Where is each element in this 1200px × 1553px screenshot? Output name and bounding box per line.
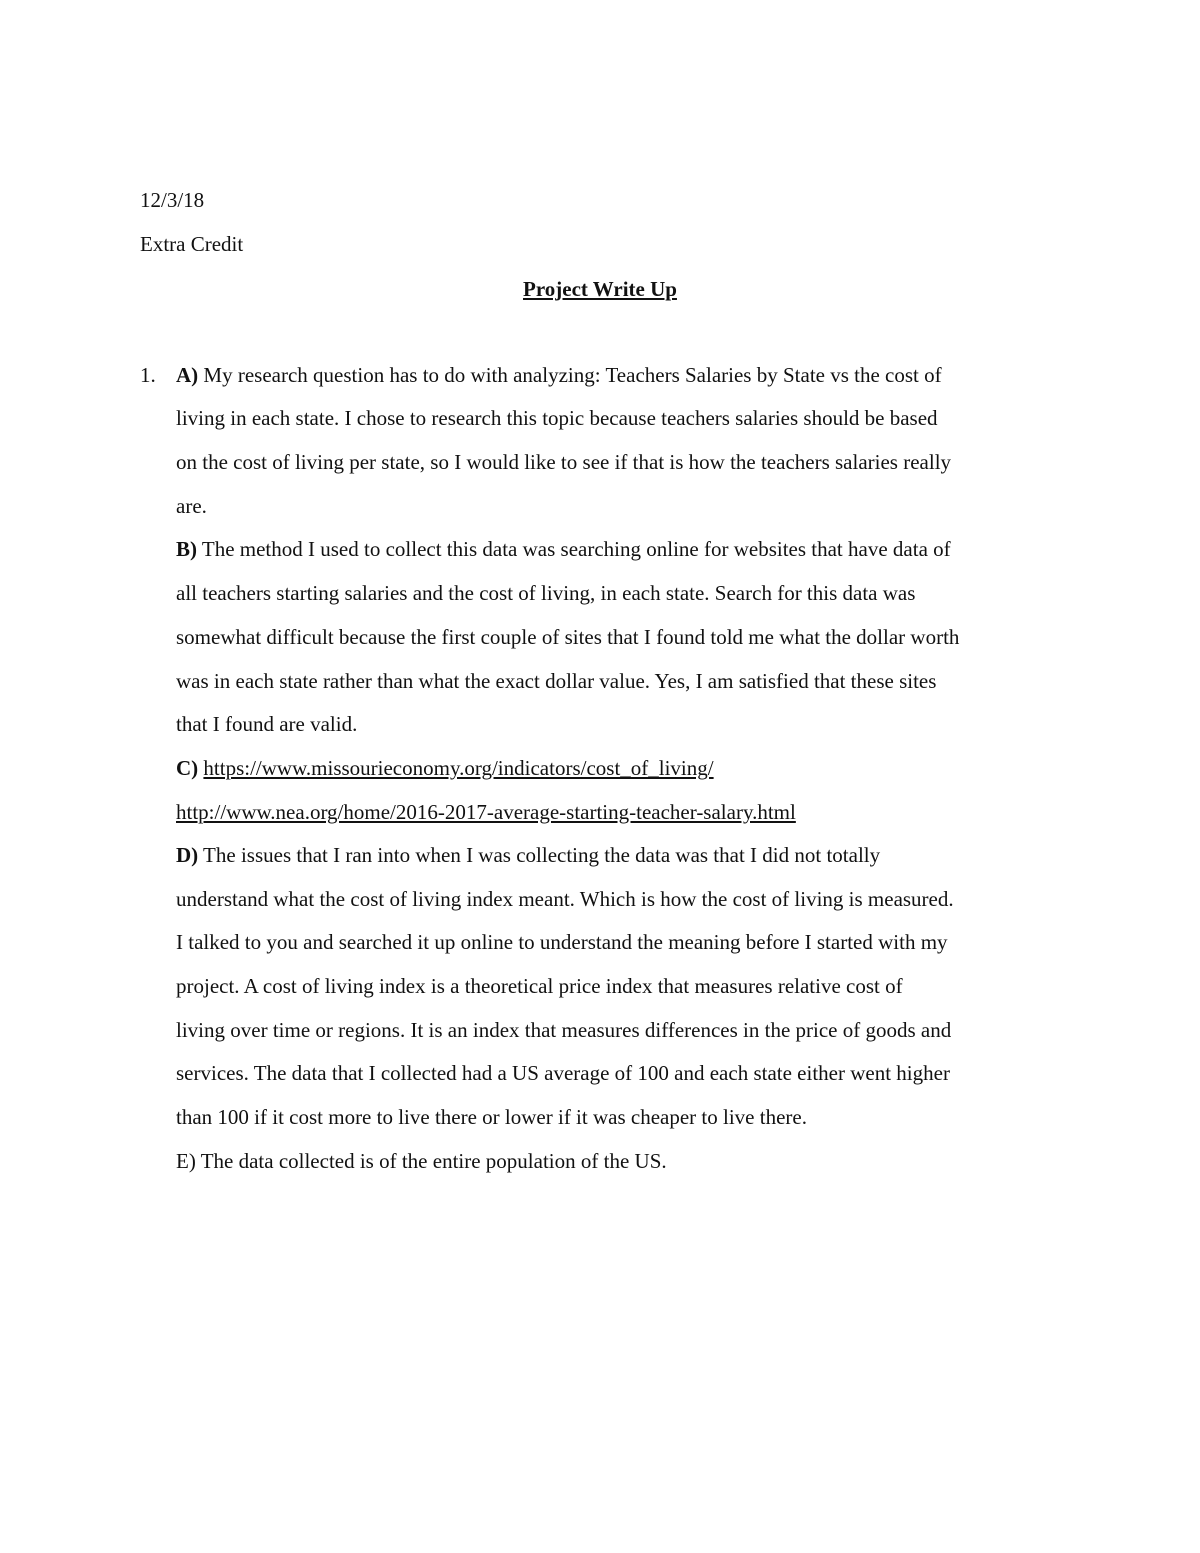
section-d-line-6: services. The data that I collected had a US average of 100 and each state either went higher bbox=[176, 1061, 950, 1085]
section-b-label: B) bbox=[176, 537, 197, 561]
section-a-label: A) bbox=[176, 363, 199, 387]
section-a-line-4: are. bbox=[176, 494, 207, 518]
section-d-line-7: than 100 if it cost more to live there or lower if it was cheaper to live there. bbox=[176, 1105, 807, 1129]
nea-salary-link[interactable]: http://www.nea.org/home/2016-2017-average-starting-teacher-salary.html bbox=[176, 800, 796, 824]
missouri-economy-link[interactable]: https://www.missourieconomy.org/indicators/cost_of_living/ bbox=[203, 756, 714, 780]
section-d-line-1 bbox=[176, 842, 880, 868]
section-b-line-3: somewhat difficult because the first couple of sites that I found told me what the dollar worth bbox=[176, 625, 960, 649]
section-b-line-1 bbox=[176, 536, 951, 562]
section-d-line-4: project. A cost of living index is a theoretical price index that measures relative cost of bbox=[176, 974, 903, 998]
section-c-line-1 bbox=[176, 755, 714, 781]
section-a-line-2: living in each state. I chose to research this topic because teachers salaries should be based bbox=[176, 406, 938, 430]
document-subject: Extra Credit bbox=[140, 232, 244, 256]
section-c-label: C) bbox=[176, 756, 199, 780]
document-title: Project Write Up bbox=[523, 277, 677, 301]
section-e-line-1: E) The data collected is of the entire population of the US. bbox=[176, 1149, 667, 1173]
section-d-text-1: The issues that I ran into when I was collecting the data was that I did not totally bbox=[198, 843, 881, 867]
list-number: 1. bbox=[140, 363, 156, 387]
section-c-line-2 bbox=[176, 799, 796, 825]
section-b-line-5: that I found are valid. bbox=[176, 712, 358, 736]
section-d-label: D) bbox=[176, 843, 199, 867]
section-d-line-2: understand what the cost of living index meant. Which is how the cost of living is measured. bbox=[176, 887, 954, 911]
section-a-text-1: My research question has to do with analyzing: Teachers Salaries by State vs the cost of bbox=[198, 363, 942, 387]
section-b-text-1: The method I used to collect this data was searching online for websites that have data of bbox=[197, 537, 951, 561]
section-a-line-3: on the cost of living per state, so I would like to see if that is how the teachers salaries really bbox=[176, 450, 952, 474]
section-b-line-4: was in each state rather than what the exact dollar value. Yes, I am satisfied that these sites bbox=[176, 669, 937, 693]
document-date: 12/3/18 bbox=[140, 188, 205, 212]
section-a-line-1 bbox=[176, 362, 942, 388]
section-b-line-2: all teachers starting salaries and the cost of living, in each state. Search for this data was bbox=[176, 581, 916, 605]
section-d-line-5: living over time or regions. It is an index that measures differences in the price of goods and bbox=[176, 1018, 952, 1042]
section-d-line-3: I talked to you and searched it up online to understand the meaning before I started with my bbox=[176, 930, 948, 954]
